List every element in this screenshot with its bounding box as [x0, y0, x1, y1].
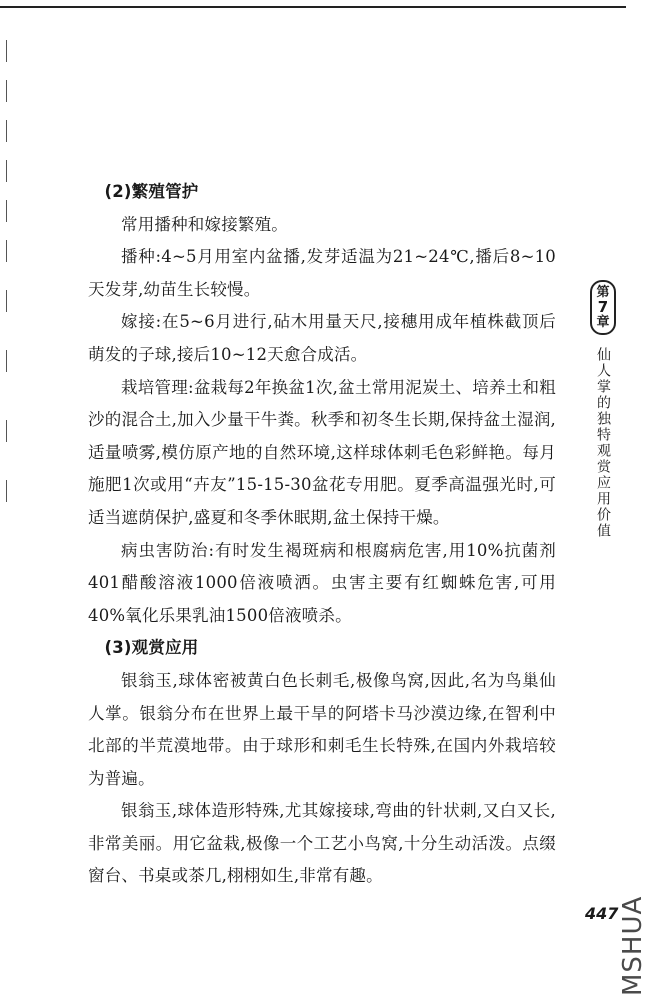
watermark: MSHUA — [618, 895, 648, 996]
paragraph-pest-control: 病虫害防治:有时发生褐斑病和根腐病危害,用10%抗菌剂401醋酸溶液1000倍液喷洒。虫害主要有红蜘蛛危害,可用40%氧化乐果乳油1500倍液喷杀。 — [88, 540, 556, 625]
binding-mark — [6, 80, 7, 102]
binding-mark — [6, 120, 7, 142]
binding-mark — [6, 480, 7, 502]
binding-mark — [6, 290, 7, 312]
body-text — [88, 176, 556, 893]
binding-mark — [6, 40, 7, 62]
binding-mark — [6, 420, 7, 442]
paragraph-common-methods: 常用播种和嫁接繁殖。 — [121, 214, 288, 234]
paragraph-use: 银翁玉,球体造形特殊,尤其嫁接球,弯曲的针状刺,又白又长,非常美丽。用它盆栽,极像一个工艺小鸟窝,十分生动活泼。点缀窗台、书桌或茶几,栩栩如生,非常有趣。 — [88, 801, 556, 886]
chapter-number: 7 — [597, 298, 609, 316]
paragraph-naming: 银翁玉,球体密被黄白色长刺毛,极像鸟窝,因此,名为鸟巢仙人掌。银翁分布在世界上最干旱的阿塔卡马沙漠边缘,在智利中北部的半荒漠地带。由于球形和刺毛生长特殊,在国内外栽培较为普遍。 — [88, 670, 556, 788]
chapter-tab — [590, 280, 616, 539]
chapter-prefix: 第 — [596, 285, 610, 300]
chapter-badge — [590, 280, 616, 335]
paragraph-sowing: 播种:4~5月用室内盆播,发芽适温为21~24℃,播后8~10天发芽,幼苗生长较慢。 — [88, 247, 556, 299]
paragraph-cultivation: 栽培管理:盆栽每2年换盆1次,盆土常用泥炭土、培养土和粗沙的混合土,加入少量干牛粪。秋季和初冬生长期,保持盆土湿润,适量喷雾,模仿原产地的自然环境,这样球体刺毛色彩鲜艳。每月施肥1次或用“卉友”15-15-30盆花专用肥。夏季高温强光时,可适当遮荫保护,盛夏和冬季休眠期,盆土保持干燥。 — [88, 377, 556, 527]
top-rule — [0, 6, 626, 8]
binding-mark — [6, 240, 7, 262]
paragraph-grafting: 嫁接:在5~6月进行,砧木用量天尺,接穗用成年植株截顶后萌发的子球,接后10~12天愈合成活。 — [88, 312, 556, 364]
section-heading-propagation: (2)繁殖管护 — [104, 182, 199, 201]
chapter-title: 仙人掌的独特观赏应用价值 — [595, 347, 611, 539]
section-heading-ornamental: (3)观赏应用 — [104, 638, 199, 658]
chapter-suffix: 章 — [596, 315, 610, 330]
binding-mark — [6, 160, 7, 182]
page-number: 447 — [585, 904, 619, 923]
binding-mark — [6, 350, 7, 372]
binding-mark — [6, 200, 7, 222]
